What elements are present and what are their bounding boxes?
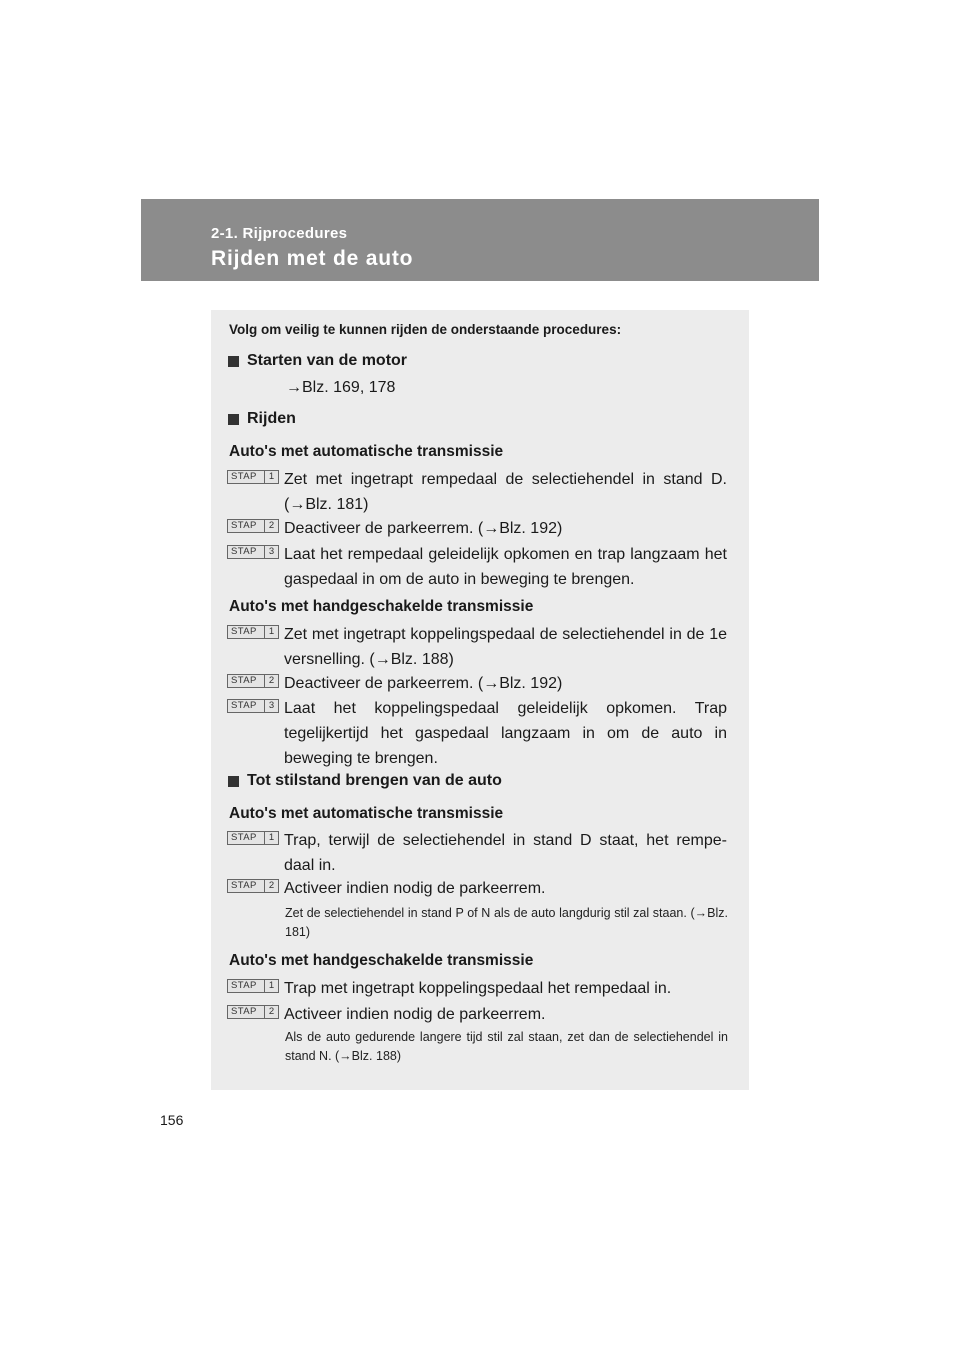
heading-stopping-text: Tot stilstand brengen van de auto: [247, 772, 502, 789]
heading-stopping: [225, 772, 502, 790]
step-badge: STAP 2: [227, 1005, 279, 1019]
step-badge: STAP 3: [227, 545, 279, 559]
bullet-square-icon: [228, 414, 239, 425]
step-text: Deactiveer de parkeerrem. (→Blz. 192): [284, 675, 563, 692]
procedure-panel: [211, 310, 749, 1090]
intro-text: Volg om veilig te kunnen rijden de onderstaande procedures:: [229, 322, 622, 337]
subheading-automatic: Auto's met automatische transmissie: [229, 805, 504, 822]
step-badge: STAP 1: [227, 625, 279, 639]
page-number: 156: [160, 1112, 184, 1128]
step-badge: STAP 1: [227, 470, 279, 484]
page-title: Rijden met de auto: [211, 247, 414, 270]
subheading-manual: Auto's met handgeschakelde transmissie: [229, 598, 534, 615]
heading-driving: [225, 410, 296, 428]
step-badge: STAP 2: [227, 519, 279, 533]
step-badge: STAP 2: [227, 879, 279, 893]
section-header: [141, 199, 819, 281]
step-text: Deactiveer de parkeerrem. (→Blz. 192): [284, 520, 563, 537]
section-label: 2-1. Rijprocedures: [211, 225, 348, 242]
step-text: Zet met ingetrapt koppelingspedaal de selectiehendel in de 1e versnelling. (→Blz. 188): [284, 626, 727, 668]
heading-driving-text: Rijden: [247, 410, 296, 427]
reference-starting: →Blz. 169, 178: [286, 379, 396, 396]
step-text: Zet met ingetrapt rempedaal de selectiehendel in stand D. (→Blz. 181): [284, 471, 727, 513]
heading-starting-text: Starten van de motor: [247, 352, 408, 369]
step-text: Laat het koppelingspedaal geleidelijk opkomen. Trap tegelijkertijd het gaspedaal langzaam in om de auto in beweging te brengen.: [284, 700, 727, 767]
subheading-automatic: Auto's met automatische transmissie: [229, 443, 504, 460]
step-text: Activeer indien nodig de parkeerrem.: [284, 880, 546, 897]
bullet-square-icon: [228, 776, 239, 787]
step-badge: STAP 1: [227, 979, 279, 993]
step-text: Trap, terwijl de selectiehendel in stand D staat, het rempe-daal in.: [284, 832, 727, 874]
note-text: Zet de selectiehendel in stand P of N als de auto langdurig stil zal staan. (→Blz. 181): [285, 906, 728, 939]
note-text: Als de auto gedurende langere tijd stil zal staan, zet dan de selectiehendel in stand N. (→Blz. 188): [285, 1030, 728, 1063]
heading-starting: [225, 352, 407, 370]
step-badge: STAP 1: [227, 831, 279, 845]
step-text: Activeer indien nodig de parkeerrem.: [284, 1006, 546, 1023]
step-text: Laat het rempedaal geleidelijk opkomen en trap langzaam het gaspedaal in om de auto in beweging te brengen.: [284, 546, 727, 588]
step-text: Trap met ingetrapt koppelingspedaal het rempedaal in.: [284, 980, 672, 997]
step-badge: STAP 3: [227, 699, 279, 713]
subheading-manual: Auto's met handgeschakelde transmissie: [229, 952, 534, 969]
step-badge: STAP 2: [227, 674, 279, 688]
bullet-square-icon: [228, 356, 239, 367]
